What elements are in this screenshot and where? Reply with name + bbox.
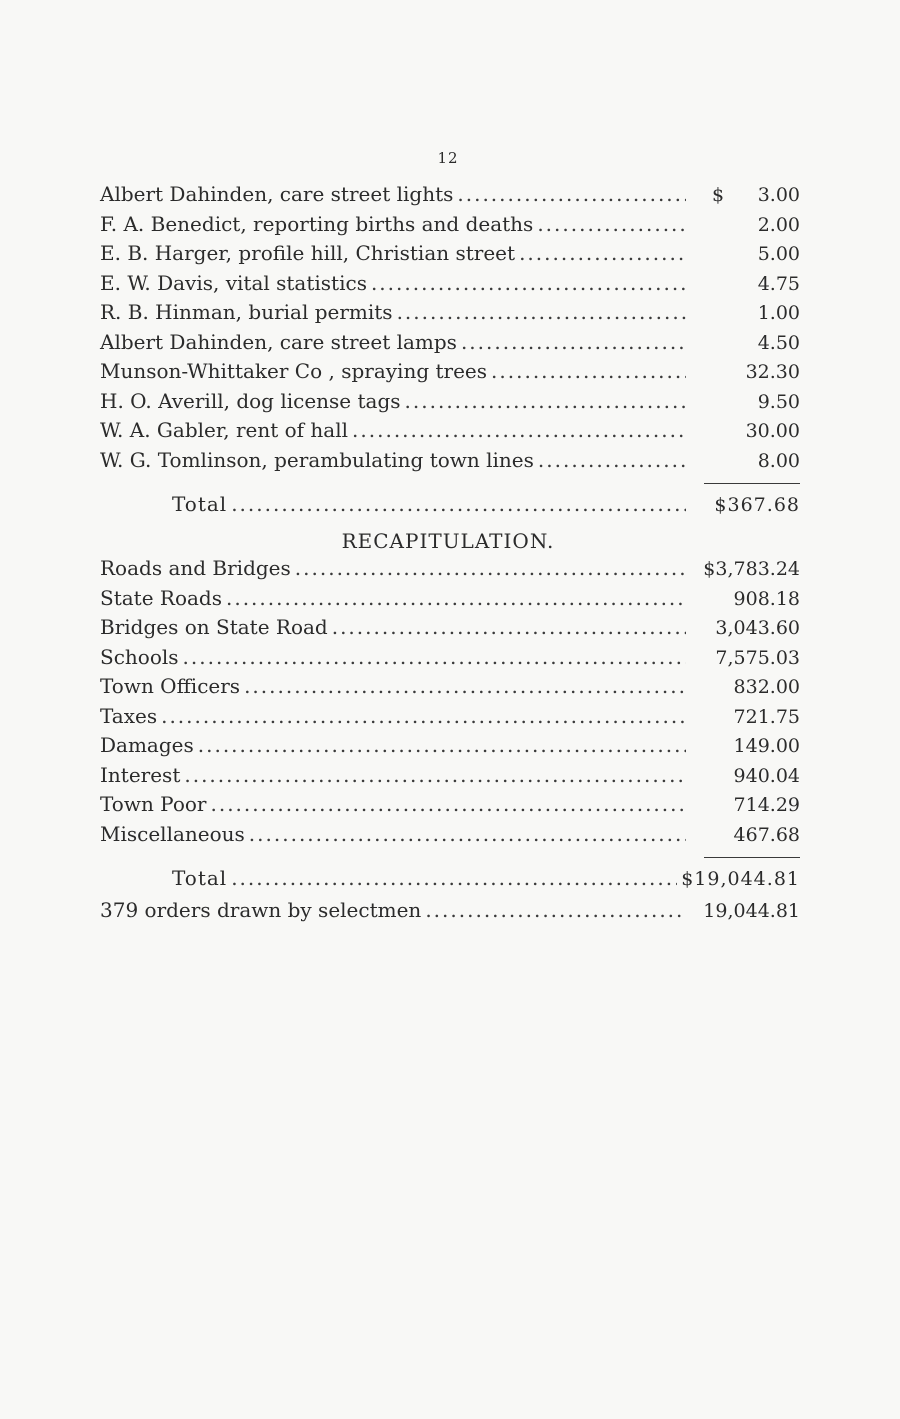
recap-label: Schools <box>100 644 179 669</box>
orders-row <box>100 896 800 926</box>
expense-amount: 1.00 <box>757 302 800 324</box>
dot-leader <box>491 357 686 387</box>
recap-label: Interest <box>100 762 181 787</box>
recap-amount: 3,043.60 <box>715 617 800 639</box>
recap-row <box>100 554 800 584</box>
dot-leader <box>397 298 686 328</box>
recap-label: State Roads <box>100 585 222 610</box>
recap-row <box>100 672 800 702</box>
dot-leader <box>231 486 686 522</box>
ledger-content <box>100 146 800 926</box>
recap-label: Taxes <box>100 703 158 728</box>
orders-amount: 19,044.81 <box>703 900 800 922</box>
dot-leader <box>457 180 686 210</box>
recap-label: Miscellaneous <box>100 821 245 846</box>
dot-leader <box>371 269 686 299</box>
recap-label: Roads and Bridges <box>100 556 291 580</box>
expense-row <box>100 180 800 210</box>
recap-amount: 721.75 <box>733 705 800 728</box>
expense-amount: 4.75 <box>757 272 800 295</box>
recap-row <box>100 731 800 761</box>
expense-row <box>100 328 800 358</box>
dot-leader <box>352 416 686 446</box>
recap-amount: 467.68 <box>733 823 800 846</box>
dot-leader <box>461 328 686 358</box>
dot-leader <box>332 613 686 643</box>
expense-amount: 32.30 <box>745 361 800 383</box>
total-amount: $367.68 <box>714 494 800 516</box>
dot-leader <box>538 446 686 476</box>
orders-label: 379 orders drawn by selectmen <box>100 898 422 922</box>
recap-row <box>100 643 800 673</box>
expense-amount: 8.00 <box>757 449 800 472</box>
dot-leader <box>231 860 677 896</box>
currency-symbol: $ <box>712 184 725 206</box>
recapitulation-heading: RECAPITULATION. <box>341 529 555 553</box>
recap-label: Damages <box>100 733 194 757</box>
expense-label: Munson-Whittaker Co , spraying trees <box>100 359 488 383</box>
recap-amount: 714.29 <box>733 794 800 816</box>
amount-value: 3.00 <box>757 184 800 206</box>
recap-amount: 149.00 <box>733 735 800 757</box>
total-label: Total <box>172 866 228 890</box>
expense-row <box>100 239 800 269</box>
expense-label: R. B. Hinman, burial permits <box>100 300 393 324</box>
dot-leader <box>295 554 686 584</box>
recap-row <box>100 790 800 820</box>
expense-label: W. G. Tomlinson, perambulating town lines <box>100 447 534 472</box>
recap-row <box>100 702 800 732</box>
dot-leader <box>184 761 686 791</box>
expense-amount: 30.00 <box>745 420 800 442</box>
expense-amount <box>690 181 800 211</box>
dot-leader <box>537 210 686 240</box>
sum-rule <box>704 483 800 484</box>
recap-row <box>100 584 800 614</box>
dot-leader <box>210 790 686 820</box>
dot-leader <box>249 820 686 850</box>
dot-leader <box>226 584 686 614</box>
expense-row <box>100 298 800 328</box>
expense-label: E. W. Davis, vital statistics <box>100 270 367 295</box>
expense-amount: 4.50 <box>757 331 800 354</box>
expense-label: W. A. Gabler, rent of hall <box>100 418 349 442</box>
page-number: 12 <box>437 149 459 167</box>
expense-row <box>100 416 800 446</box>
recap-amount: 940.04 <box>733 764 800 787</box>
recap-total-row <box>100 860 800 896</box>
recap-amount: $3,783.24 <box>703 558 800 580</box>
expense-row <box>100 357 800 387</box>
dot-leader <box>183 643 686 673</box>
expense-list <box>100 180 800 475</box>
recap-label: Bridges on State Road <box>100 615 328 639</box>
expense-amount: 2.00 <box>757 213 800 236</box>
recap-row <box>100 761 800 791</box>
recap-label: Town Officers <box>100 674 241 698</box>
recap-row <box>100 613 800 643</box>
expense-amount: 5.00 <box>757 243 800 265</box>
expense-label: Albert Dahinden, care street lights <box>100 182 454 206</box>
recap-amount: 7,575.03 <box>715 646 800 669</box>
expense-row <box>100 387 800 417</box>
sum-rule <box>704 857 800 858</box>
expense-row <box>100 269 800 299</box>
expense-label: F. A. Benedict, reporting births and deaths <box>100 211 534 236</box>
dot-leader <box>198 731 686 761</box>
expenses-total-row <box>100 486 800 522</box>
expense-label: Albert Dahinden, care street lamps <box>100 329 457 354</box>
recap-amount: 908.18 <box>733 587 800 610</box>
expense-amount: 9.50 <box>757 390 800 413</box>
recap-row <box>100 820 800 850</box>
recap-list <box>100 554 800 849</box>
dot-leader <box>244 672 686 702</box>
total-amount: $19,044.81 <box>681 868 800 890</box>
dot-leader <box>405 387 686 417</box>
expense-row <box>100 210 800 240</box>
expense-label: H. O. Averill, dog license tags <box>100 388 401 413</box>
dot-leader <box>161 702 686 732</box>
recap-label: Town Poor <box>100 792 207 816</box>
expense-row <box>100 446 800 476</box>
total-label: Total <box>172 492 228 516</box>
expense-label: E. B. Harger, profile hill, Christian street <box>100 241 516 265</box>
dot-leader <box>425 896 686 926</box>
dot-leader <box>519 239 686 269</box>
recap-amount: 832.00 <box>733 676 800 698</box>
